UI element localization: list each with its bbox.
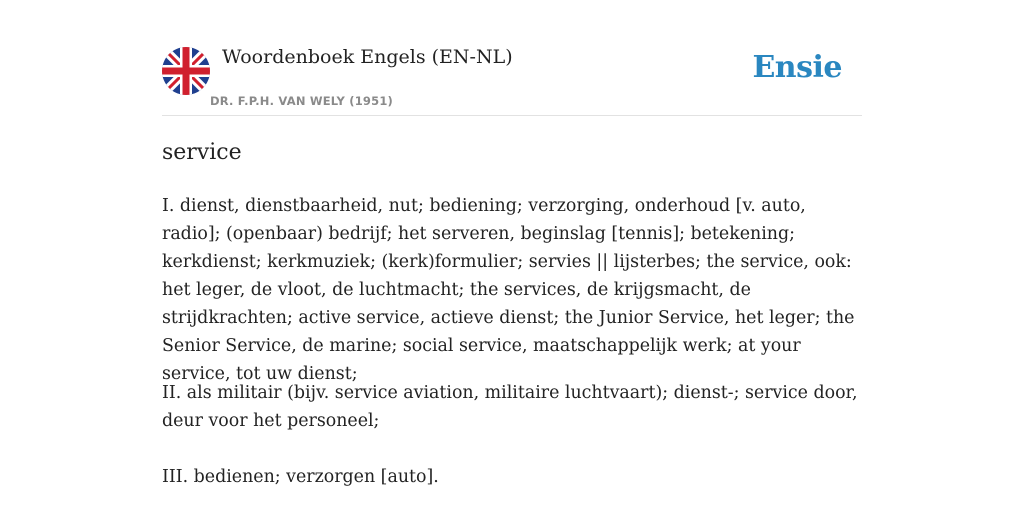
uk-flag-icon [162, 47, 210, 95]
entry-term: service [162, 140, 242, 165]
dictionary-author: DR. F.P.H. VAN WELY (1951) [210, 94, 393, 108]
definition-2: II. als militair (bijv. service aviation, militaire luchtvaart); dienst-; service door, deur voor het personeel; [162, 383, 858, 431]
dictionary-header [162, 40, 862, 116]
dictionary-title[interactable]: Woordenboek Engels (EN-NL) [222, 46, 513, 68]
dictionary-card [162, 40, 862, 487]
ensie-logo[interactable]: Ensie [752, 50, 842, 85]
definition-1: I. dienst, dienstbaarheid, nut; bediening; verzorging, onderhoud [v. auto, radio]; (openbaar) bedrijf; het serveren, beginslag [tennis]; betekening; kerkdienst; kerkmuziek; (kerk)formulier; servies || lijsterbes; the service, ook: het leger, de vloot, de luchtmacht; the services, de krijgsmacht, de strijdkrachten; active service, actieve dienst; the Junior Service, het leger; the Senior Service, de marine; social service, maatschappelijk werk; at your service, tot uw dienst; [162, 196, 855, 384]
definition-3: III. bedienen; verzorgen [auto]. [162, 467, 439, 487]
